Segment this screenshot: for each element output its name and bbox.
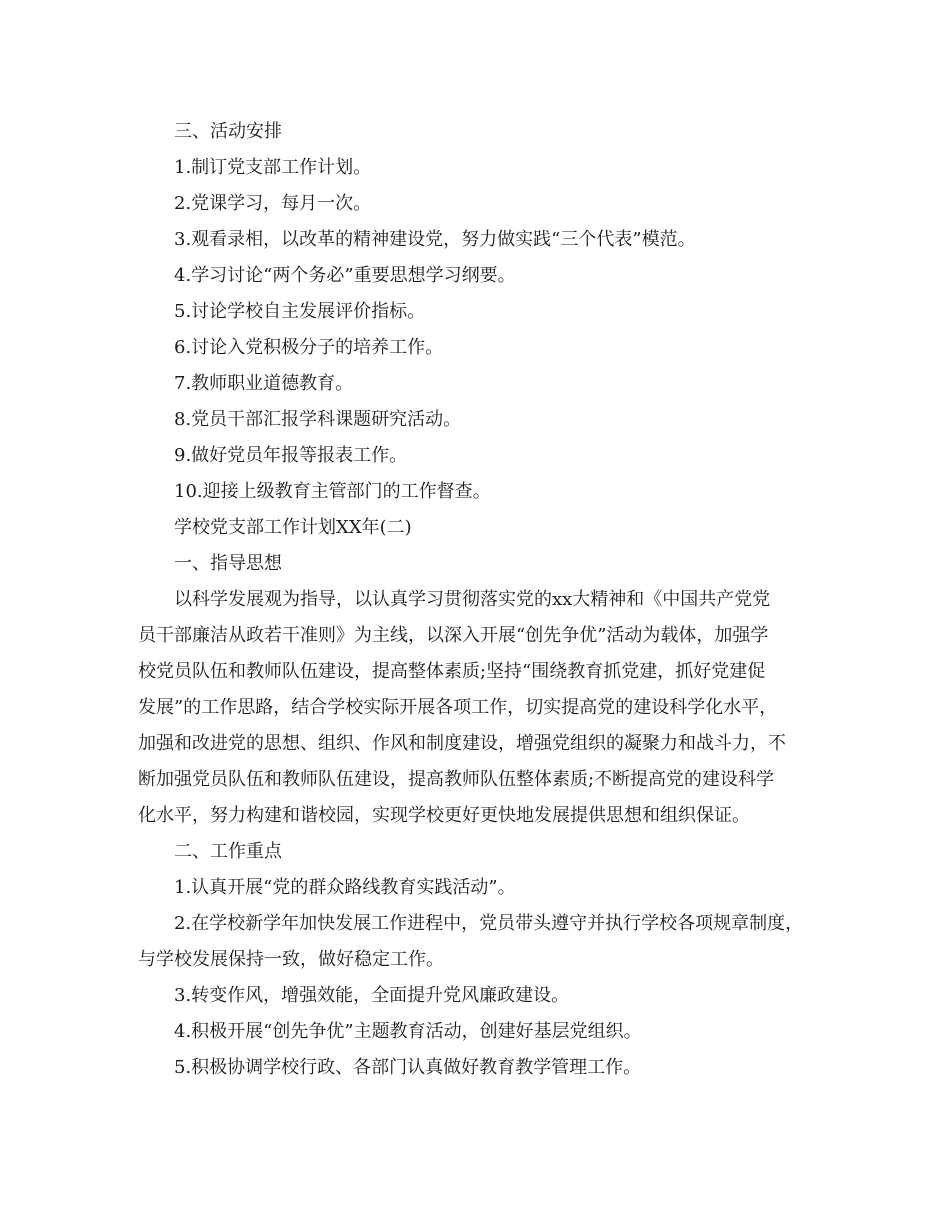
section-heading-work-focus: 二、工作重点 bbox=[174, 841, 282, 862]
list-item: 8.党员干部汇报学科课题研究活动。 bbox=[174, 409, 462, 430]
list-item-continuation: 与学校发展保持一致，做好稳定工作。 bbox=[138, 949, 444, 970]
list-item: 7.教师职业道德教育。 bbox=[174, 373, 354, 394]
list-item: 5.讨论学校自主发展评价指标。 bbox=[174, 301, 426, 322]
document-subtitle: 学校党支部工作计划XX年(二) bbox=[174, 517, 412, 538]
list-item: 1.制订党支部工作计划。 bbox=[174, 157, 372, 178]
list-item: 2.在学校新学年加快发展工作进程中，党员带头遵守并执行学校各项规章制度， bbox=[174, 913, 804, 934]
paragraph-line: 断加强党员队伍和教师队伍建设，提高教师队伍整体素质;不断提高党的建设科学 bbox=[138, 769, 775, 790]
document-body bbox=[138, 114, 828, 1086]
list-item: 9.做好党员年报等报表工作。 bbox=[174, 445, 408, 466]
list-item: 10.迎接上级教育主管部门的工作督查。 bbox=[174, 481, 491, 502]
list-item: 4.积极开展“创先争优”主题教育活动，创建好基层党组织。 bbox=[174, 1021, 642, 1042]
list-item: 2.党课学习，每月一次。 bbox=[174, 193, 372, 214]
list-item: 6.讨论入党积极分子的培养工作。 bbox=[174, 337, 444, 358]
paragraph-line: 员干部廉洁从政若干准则》为主线，以深入开展“创先争优”活动为载体，加强学 bbox=[138, 625, 769, 646]
paragraph-line: 加强和改进党的思想、组织、作风和制度建设，增强党组织的凝聚力和战斗力，不 bbox=[138, 733, 786, 754]
paragraph-line: 校党员队伍和教师队伍建设，提高整体素质;坚持“围绕教育抓党建，抓好党建促 bbox=[138, 661, 766, 682]
paragraph-line: 化水平，努力构建和谐校园，实现学校更好更快地发展提供思想和组织保证。 bbox=[138, 805, 750, 826]
list-item: 1.认真开展“党的群众路线教育实践活动”。 bbox=[174, 877, 516, 898]
section-heading-activities: 三、活动安排 bbox=[174, 121, 282, 142]
list-item: 4.学习讨论“两个务必”重要思想学习纲要。 bbox=[174, 265, 516, 286]
list-item: 3.转变作风，增强效能，全面提升党风廉政建设。 bbox=[174, 985, 570, 1006]
list-item: 5.积极协调学校行政、各部门认真做好教育教学管理工作。 bbox=[174, 1057, 642, 1078]
paragraph-line: 以科学发展观为指导，以认真学习贯彻落实党的xx大精神和《中国共产党党 bbox=[174, 589, 771, 610]
section-heading-guiding-ideology: 一、指导思想 bbox=[174, 553, 282, 574]
list-item: 3.观看录相，以改革的精神建设党，努力做实践“三个代表”模范。 bbox=[174, 229, 696, 250]
paragraph-line: 发展”的工作思路，结合学校实际开展各项工作，切实提高党的建设科学化水平， bbox=[138, 697, 778, 718]
